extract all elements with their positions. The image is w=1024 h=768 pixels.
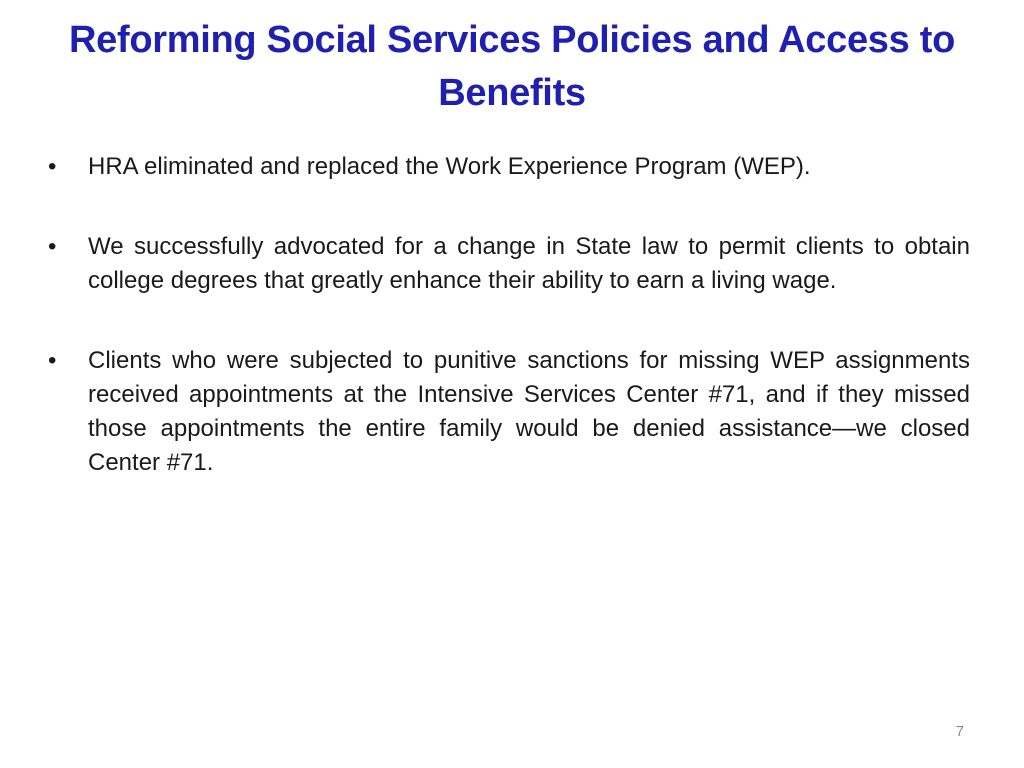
bullet-dot-icon: • [48, 233, 57, 260]
bullet-text: We successfully advocated for a change in State law to permit clients to obtain college degrees that greatly enhance their ability to earn a living wage. [88, 233, 970, 294]
bullet-text: HRA eliminated and replaced the Work Experience Program (WEP). [88, 153, 811, 180]
bullet-list [48, 150, 970, 526]
bullet-item [48, 230, 970, 298]
bullet-item [48, 344, 970, 480]
page-number: 7 [955, 723, 964, 740]
bullet-dot-icon: • [48, 153, 57, 180]
slide-title: Reforming Social Services Policies and Access to Benefits [68, 19, 955, 114]
bullet-dot-icon: • [48, 347, 57, 374]
bullet-item [48, 150, 970, 184]
bullet-text: Clients who were subjected to punitive sanctions for missing WEP assignments received appointments at the Intensive Services Center #71, and if they missed those appointments the entire family would be denied assistance—we closed Center #71. [88, 347, 970, 476]
